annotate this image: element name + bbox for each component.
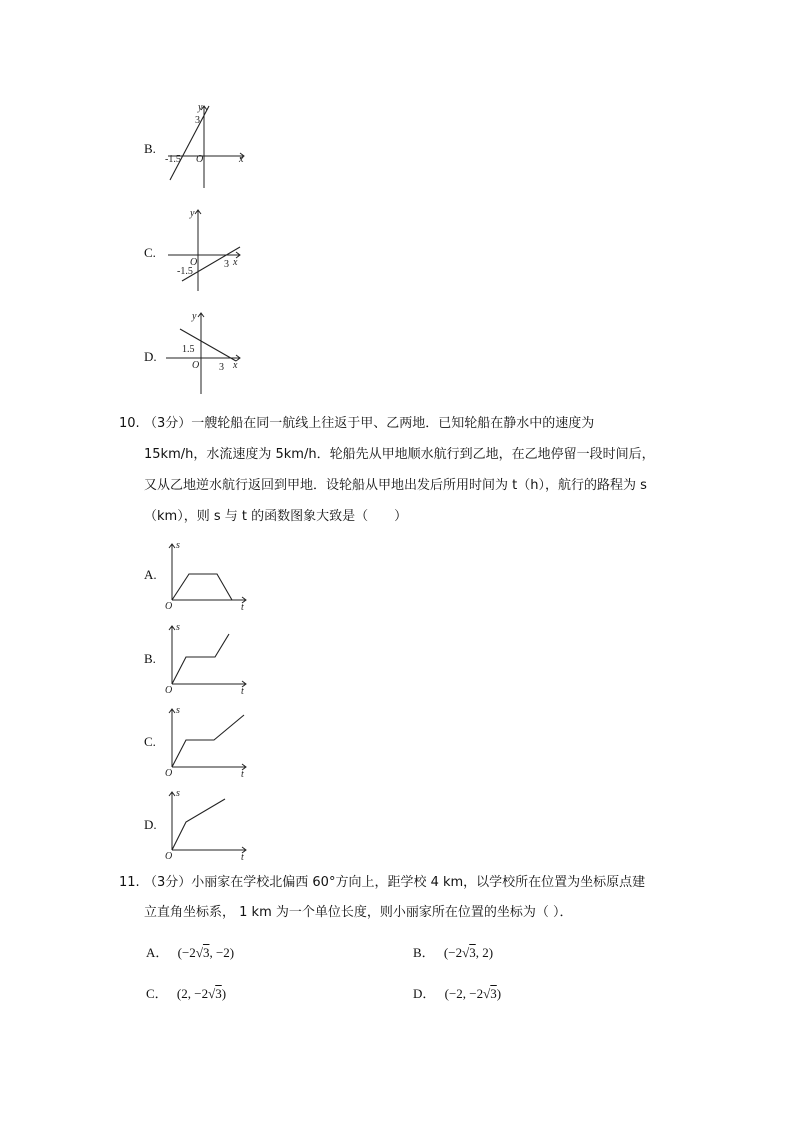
- choice-value-post: , −2): [209, 945, 235, 960]
- sqrt-radicand: 3: [490, 986, 497, 1001]
- choice-label: D．: [413, 986, 436, 1001]
- choice-label: A．: [146, 945, 169, 960]
- choice-value-pre: (−2, −2: [444, 986, 484, 1001]
- q10-text-line3: 又从乙地逆水航行返回到甲地．设轮船从甲地出发后所用时间为 t（h），航行的路程为 s: [144, 478, 647, 493]
- x-axis-label: x: [233, 360, 238, 371]
- q9-option-d-graph: [160, 308, 260, 400]
- q11-text-line2: 立直角坐标系， 1 km 为一个单位长度，则小丽家所在位置的坐标为（ ）．: [144, 905, 573, 920]
- origin-label: O: [165, 851, 173, 862]
- origin-label: O: [192, 360, 200, 371]
- q10-option-b-graph: [160, 620, 260, 700]
- q11-number: 11.: [119, 875, 140, 890]
- x-axis-label: t: [241, 686, 244, 697]
- q10-option-a-graph: [160, 536, 260, 616]
- origin-label: O: [165, 768, 173, 779]
- q10-text-line1: （3分）一艘轮船在同一航线上往返于甲、乙两地．已知轮船在静水中的速度为: [144, 416, 595, 431]
- q10-option-b-label: B.: [144, 651, 156, 666]
- origin-label: O: [196, 154, 204, 165]
- q9-option-b-graph: [160, 100, 260, 192]
- x-tick-label: -1.5: [165, 154, 181, 165]
- x-axis-label: t: [241, 602, 244, 613]
- q11-choice-d: [413, 983, 501, 1002]
- q9-option-c-label: C.: [144, 245, 156, 260]
- sqrt-symbol: √: [483, 986, 491, 1001]
- x-tick-label: 3: [224, 259, 229, 270]
- y-axis-label: y: [192, 311, 197, 322]
- q9-option-d-label: D.: [144, 349, 157, 364]
- q10-number: 10.: [119, 416, 140, 431]
- sqrt-symbol: √: [208, 986, 216, 1001]
- function-line: [172, 799, 225, 850]
- x-axis-label: t: [241, 769, 244, 780]
- q10-text-line4: （km），则 s 与 t 的函数图象大致是（ ）: [144, 509, 408, 524]
- x-tick-label: 3: [219, 362, 224, 373]
- y-axis-label: s: [176, 705, 180, 716]
- origin-label: O: [165, 601, 173, 612]
- q9-option-c-graph: [160, 205, 260, 297]
- y-axis-label: y: [198, 102, 203, 113]
- choice-value-post: , 2): [475, 945, 494, 960]
- x-axis-label: t: [241, 852, 244, 863]
- x-axis-label: x: [239, 154, 244, 165]
- function-line: [172, 715, 244, 767]
- y-tick-label: -1.5: [177, 266, 193, 277]
- sqrt-symbol: √: [195, 945, 203, 960]
- sqrt-radicand: 3: [469, 945, 476, 960]
- q11-choice-a: [146, 942, 234, 961]
- q10-option-a-label: A.: [144, 567, 157, 582]
- y-tick-label: 3: [195, 115, 200, 126]
- y-axis-label: y: [190, 208, 195, 219]
- choice-label: C．: [146, 986, 168, 1001]
- choice-value-post: ): [221, 986, 227, 1001]
- q9-option-b-label: B.: [144, 141, 156, 156]
- function-line: [170, 106, 209, 180]
- y-tick-label: 1.5: [182, 344, 195, 355]
- y-axis-label: s: [176, 540, 180, 551]
- q10-option-d-graph: [160, 786, 260, 866]
- choice-value-post: ): [496, 986, 502, 1001]
- choice-label: B．: [413, 945, 435, 960]
- q11-text-line1: （3分）小丽家在学校北偏西 60°方向上，距学校 4 km，以学校所在位置为坐标原点建: [144, 875, 646, 890]
- y-axis-label: s: [176, 788, 180, 799]
- function-line: [172, 634, 229, 684]
- x-axis-label: x: [233, 257, 238, 268]
- q10-option-c-label: C.: [144, 734, 156, 749]
- origin-label: O: [190, 257, 198, 268]
- choice-value-pre: (−2: [177, 945, 196, 960]
- y-axis-label: s: [176, 622, 180, 633]
- function-line: [172, 574, 232, 600]
- q11-choice-b: [413, 942, 493, 961]
- sqrt-symbol: √: [462, 945, 470, 960]
- q10-text-line2: 15km/h，水流速度为 5km/h．轮船先从甲地顺水航行到乙地，在乙地停留一段时间后，: [144, 447, 655, 462]
- q11-choice-c: [146, 983, 226, 1002]
- origin-label: O: [165, 685, 173, 696]
- sqrt-radicand: 3: [202, 945, 210, 960]
- sqrt-radicand: 3: [215, 986, 222, 1001]
- choice-value-pre: (2, −2: [176, 986, 209, 1001]
- q10-option-d-label: D.: [144, 817, 157, 832]
- q10-option-c-graph: [160, 703, 260, 783]
- choice-value-pre: (−2: [443, 945, 463, 960]
